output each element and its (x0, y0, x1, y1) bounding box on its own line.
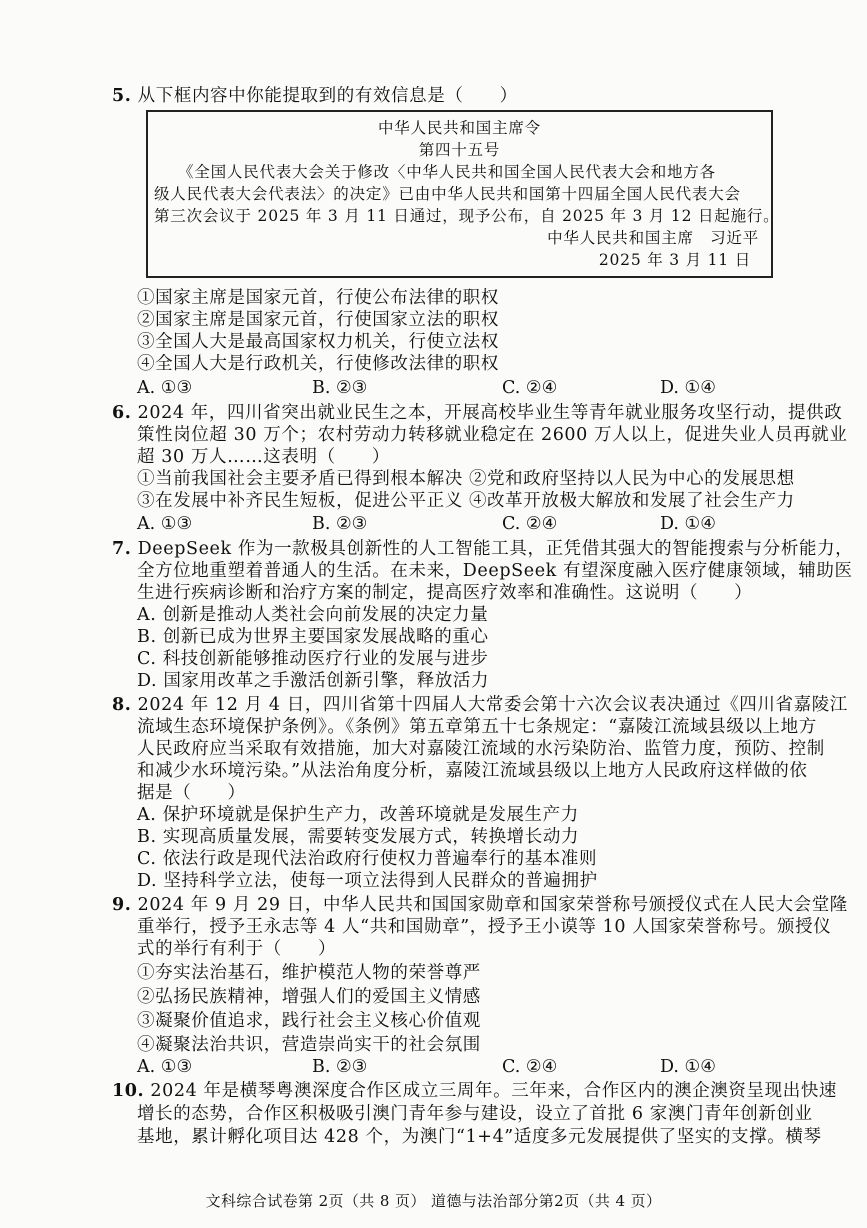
q9-line (112, 894, 848, 916)
notice-date: 2025 年 3 月 11 日 (598, 251, 751, 269)
notice-title: 中华人民共和国主席令 (377, 119, 541, 137)
q8-line: 和减少水环境污染。”从法治角度分析，嘉陵江流域县级以上地方人民政府这样做的依 (137, 761, 808, 781)
q10-line: 增长的态势，合作区积极吸引澳门青年参与建设，设立了首批 6 家澳门青年创新创业 (137, 1104, 813, 1124)
q5-option-c: C. ②④ (502, 378, 558, 398)
q9-statement: ③凝聚价值追求，践行社会主义核心价值观 (137, 1011, 481, 1031)
q7-option-c: C. 科技创新能够推动医疗行业的发展与进步 (137, 649, 489, 669)
q9-option-b: B. ②③ (312, 1057, 368, 1077)
q6-statement: ③在发展中补齐民生短板，促进公平正义 ④改革开放极大解放和发展了社会生产力 (137, 491, 795, 511)
q8-line (112, 694, 848, 716)
q9-statement: ①夯实法治基石，维护模范人物的荣誉尊严 (137, 963, 481, 983)
q5-statement: ①国家主席是国家元首，行使公布法律的职权 (137, 288, 499, 308)
q5-stem-text: 从下框内容中你能提取到的有效信息是（ ） (137, 86, 518, 106)
q6-option-a: A. ①③ (137, 514, 193, 534)
q7-line: 生进行疾病诊断和治疗方案的制定，提高医疗效率和准确性。这说明（ ） (137, 583, 753, 603)
q9-line-text: 2024 年 9 月 29 日，中华人民共和国国家勋章和国家荣誉称号颁授仪式在人民大会堂隆 (137, 895, 848, 915)
q8-option-c: C. 依法行政是现代法治政府行使权力普遍奉行的基本准则 (137, 849, 598, 869)
q6-line: 策性岗位超 30 万个；农村劳动力转移就业稳定在 2600 万人以上，促进失业人员再就业 (137, 425, 848, 445)
q9-option-d: D. ①④ (660, 1057, 716, 1077)
q7-line (112, 538, 853, 560)
notice-body-line: 第三次会议于 2025 年 3 月 11 日通过，现予公布，自 2025 年 3 月 12 日起施行。 (154, 207, 780, 225)
q5-number: 5. (112, 86, 132, 106)
q10-line (112, 1080, 837, 1102)
q8-line-text: 2024 年 12 月 4 日，四川省第十四届人大常委会第十六次会议表决通过《四川省嘉陵江 (137, 695, 848, 715)
q5-statement: ②国家主席是国家元首，行使国家立法的职权 (137, 310, 499, 330)
q6-number: 6. (112, 403, 132, 423)
q9-statement: ④凝聚法治共识，营造崇尚实干的社会氛围 (137, 1035, 481, 1055)
q7-option-a: A. 创新是推动人类社会向前发展的决定力量 (137, 605, 489, 625)
notice-number: 第四十五号 (418, 141, 501, 159)
q7-option-b: B. 创新已成为世界主要国家发展战略的重心 (137, 627, 489, 647)
q5-statement: ④全国人大是行政机关，行使修改法律的职权 (137, 354, 499, 374)
q5-option-b: B. ②③ (312, 378, 368, 398)
notice-body-line: 级人民代表大会代表法〉的决定》已由中华人民共和国第十四届全国人民代表大会 (154, 185, 741, 203)
q8-option-d: D. 坚持科学立法，使每一项立法得到人民群众的普遍拥护 (137, 871, 598, 891)
q7-option-d: D. 国家用改革之手激活创新引擎，释放活力 (137, 671, 490, 691)
q6-line-text: 2024 年，四川省突出就业民生之本，开展高校毕业生等青年就业服务攻坚行动，提供政 (137, 403, 843, 423)
q8-number: 8. (112, 695, 132, 715)
q6-line (112, 402, 842, 424)
page-footer: 文科综合试卷第 2页（共 8 页） 道德与法治部分第2页（共 4 页） (205, 1192, 662, 1210)
q9-line: 式的举行有利于（ ） (137, 939, 337, 959)
q7-line: 全方位地重塑着普通人的生活。在未来，DeepSeek 有望深度融入医疗健康领域，辅助医 (137, 561, 853, 581)
q6-line: 超 30 万人……这表明（ ） (137, 447, 390, 467)
notice-body-line: 《全国人民代表大会关于修改〈中华人民共和国全国人民代表大会和地方各 (178, 163, 716, 181)
q6-statement: ①当前我国社会主要矛盾已得到根本解决 ②党和政府坚持以人民为中心的发展思想 (137, 469, 795, 489)
q8-line: 人民政府应当采取有效措施，加大对嘉陵江流域的水污染防治、监管力度，预防、控制 (137, 739, 825, 759)
q10-line-text: 2024 年是横琴粤澳深度合作区成立三周年。三年来，合作区内的澳企澳资呈现出快速 (150, 1081, 838, 1101)
q7-line-text: DeepSeek 作为一款极具创新性的人工智能工具，正凭借其强大的智能搜索与分析能力， (137, 539, 854, 559)
q5-statement: ③全国人大是最高国家权力机关，行使立法权 (137, 332, 499, 352)
q10-line: 基地，累计孵化项目达 428 个，为澳门“1+4”适度多元发展提供了坚实的支撑。横琴 (137, 1127, 822, 1147)
notice-signer: 中华人民共和国主席 习近平 (547, 229, 759, 247)
q9-line: 重举行，授予王永志等 4 人“共和国勋章”，授予王小谟等 10 人国家荣誉称号。颁授仪 (137, 917, 832, 937)
q6-option-d: D. ①④ (660, 514, 716, 534)
q7-number: 7. (112, 539, 132, 559)
presidential-order-box (146, 110, 780, 278)
q6-option-b: B. ②③ (312, 514, 368, 534)
q5-option-a: A. ①③ (137, 378, 193, 398)
q9-number: 9. (112, 895, 132, 915)
q5-stem (112, 85, 518, 107)
q8-option-b: B. 实现高质量发展，需要转变发展方式，转换增长动力 (137, 827, 580, 847)
q9-option-a: A. ①③ (137, 1057, 193, 1077)
q8-line: 流域生态环境保护条例》。《条例》第五章第五十七条规定：“嘉陵江流域县级以上地方 (137, 717, 817, 737)
q9-statement: ②弘扬民族精神，增强人们的爱国主义情感 (137, 987, 481, 1007)
q8-line: 据是（ ） (137, 783, 246, 803)
q6-option-c: C. ②④ (502, 514, 558, 534)
q5-option-d: D. ①④ (660, 378, 716, 398)
q9-option-c: C. ②④ (502, 1057, 558, 1077)
q10-number: 10. (112, 1081, 145, 1101)
q8-option-a: A. 保护环境就是保护生产力，改善环境就是发展生产力 (137, 805, 579, 825)
